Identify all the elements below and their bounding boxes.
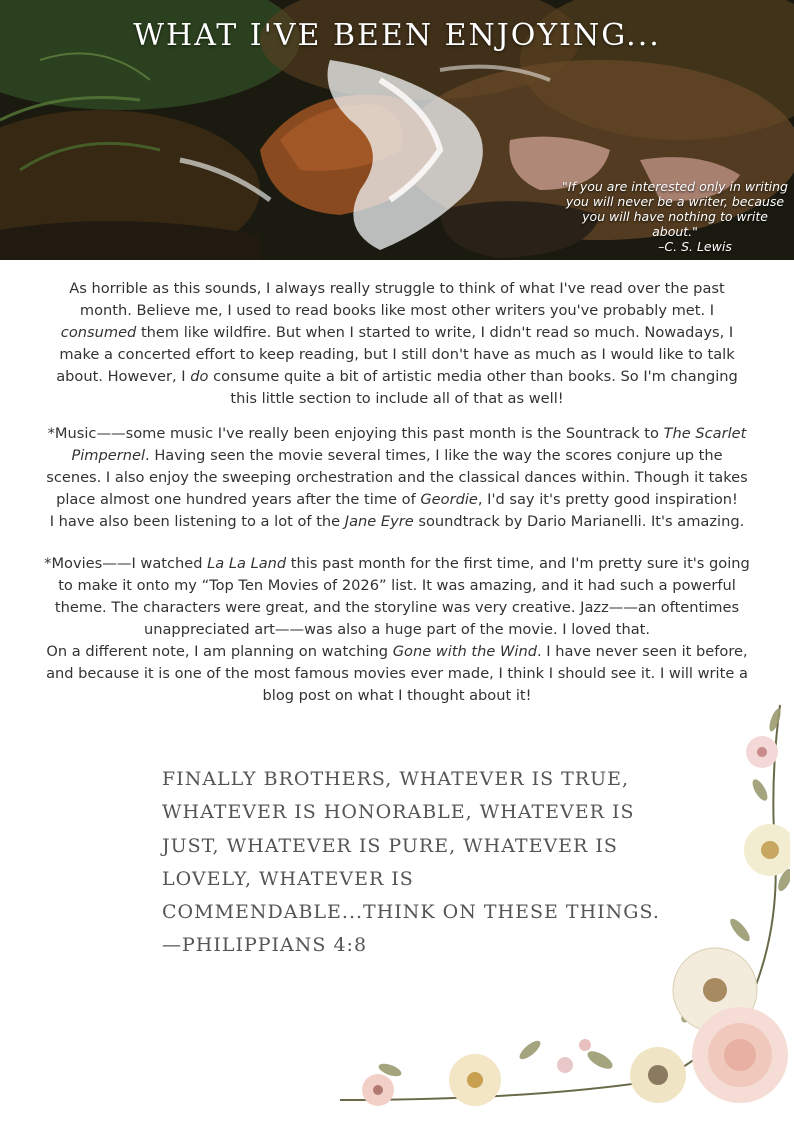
movies-emphasis: Gone with the Wind [392, 643, 537, 660]
movies-text: . I have never seen it before, and because it is one of the most famous movies ever made, I think I should see it. I will write a blog post on what I thought about it! [46, 643, 748, 704]
intro-text: As horrible as this sounds, I always really struggle to think of what I've read over the past month. Believe me, I used to read books like most other writers you've probably met. I [69, 280, 725, 319]
intro-emphasis: consumed [60, 324, 137, 341]
music-text: I have also been listening to a lot of the [49, 513, 345, 530]
peony [692, 1007, 788, 1103]
flower-top [746, 736, 778, 768]
pink-flower-bottom [362, 1074, 394, 1106]
daisy-bottom-mid [630, 1047, 686, 1103]
music-emphasis: Geordie [420, 491, 478, 508]
music-paragraph-2 [44, 511, 750, 533]
verse-line: LOVELY, WHATEVER IS [162, 867, 414, 890]
quote-line: "If you are interested only in writing [562, 179, 788, 194]
music-emphasis: The Scarlet Pimpernel [71, 425, 747, 464]
header-banner [0, 0, 794, 260]
verse-reference: —PHILIPPIANS 4:8 [162, 934, 368, 957]
verse-line: FINALLY BROTHERS, WHATEVER IS TRUE, [162, 768, 630, 790]
movies-text: *Movies——I watched [44, 555, 208, 572]
daisy-right [744, 824, 790, 876]
intro-text: them like wildfire. But when I started to write, I didn't read so much. Nowadays, I make a concerted effort to keep reading, but I still don't have as much as I would like to talk about. However, I [56, 324, 735, 385]
verse-line: WHATEVER IS HONORABLE, WHATEVER IS [162, 801, 635, 824]
music-paragraph [44, 423, 750, 511]
intro-emphasis: do [190, 368, 209, 385]
quote-attribution: –C. S. Lewis [658, 239, 732, 254]
bud-bottom [557, 1039, 591, 1073]
music-text: , I'd say it's pretty good inspiration! [477, 491, 738, 508]
music-text: soundtrack by Dario Marianelli. It's amazing. [413, 513, 745, 530]
movies-emphasis: La La Land [207, 555, 287, 572]
quote-line: you will have nothing to write [582, 209, 768, 224]
movies-paragraph-2 [44, 641, 750, 707]
page-title: WHAT I'VE BEEN ENJOYING... [133, 18, 661, 53]
daisy-bottom-left [449, 1054, 501, 1106]
quote-line: about." [652, 224, 698, 239]
music-text: . Having seen the movie several times, I like the way the scores conjure up the scenes. I also enjoy the sweeping orchestration and the classical dances within. Though it takes place almost one hundred years after the time of [46, 447, 748, 508]
music-emphasis: Jane Eyre [344, 513, 414, 530]
floral-border-illustration [330, 700, 790, 1110]
verse-line: COMMENDABLE...THINK ON THESE THINGS. [162, 901, 660, 924]
quote-line: you will never be a writer, because [565, 194, 785, 209]
article-body [44, 278, 750, 707]
intro-paragraph [44, 278, 750, 410]
header-quote [560, 179, 790, 254]
movies-text: this past month for the first time, and I'm pretty sure it's going to make it onto my “Top Ten Movies of 2026” list. It was amazing, and it had such a powerful theme. The characters were great, and the storyline was very creative. Jazz——an oftentimes unappreciated art——was also a huge part of the movie. I loved that. [54, 555, 750, 638]
music-text: *Music——some music I've really been enjoying this past month is the Sountrack to [47, 425, 664, 442]
verse-line: JUST, WHATEVER IS PURE, WHATEVER IS [162, 834, 618, 857]
movies-paragraph [44, 553, 750, 641]
movies-text: On a different note, I am planning on watching [46, 643, 393, 660]
intro-text: consume quite a bit of artistic media other than books. So I'm changing this little section to include all of that as well! [208, 368, 738, 407]
